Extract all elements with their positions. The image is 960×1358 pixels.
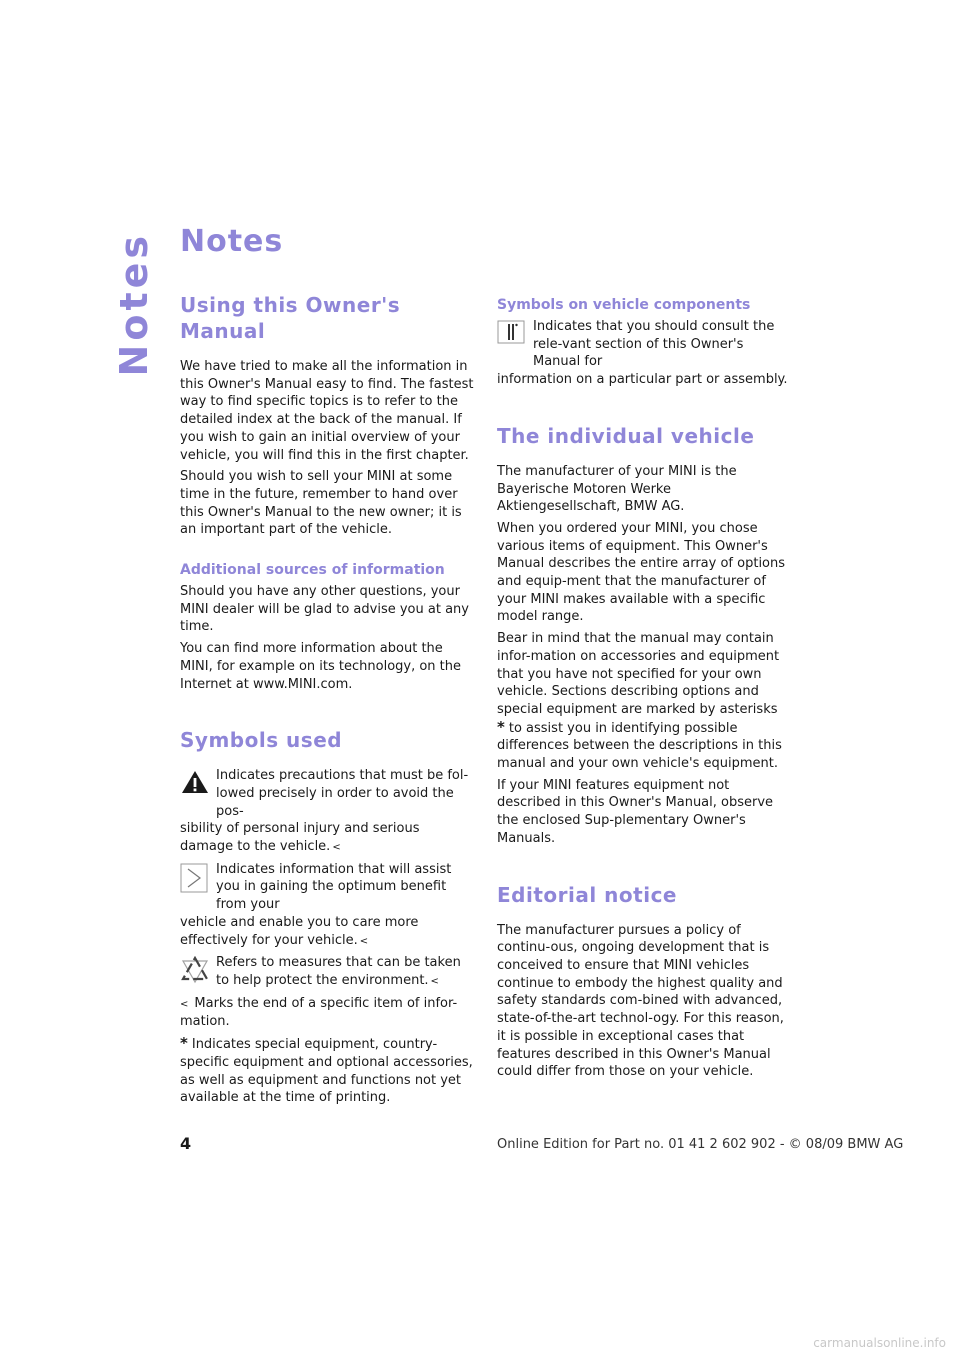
paragraph: We have tried to make all the information in this Owner's Manual easy to find. The fastest way to find specific topics is to refer to the detailed index at the back of the manual. If you wish to gain an initial overview of your vehicle, you will find this in the first chapter. bbox=[180, 359, 474, 463]
paragraph: to assist you in identifying possible differences between the descriptions in this manual and your own vehicle's equipment. bbox=[497, 720, 782, 772]
left-column bbox=[180, 292, 474, 1107]
paragraph: When you ordered your MINI, you chose various items of equipment. This Owner's Manual describes the entire array of options and equip-ment that the manufacturer of your MINI makes available with a specific model range. bbox=[497, 520, 786, 625]
page-title: Notes bbox=[180, 224, 284, 259]
paragraph: The manufacturer of your MINI is the Bayerische Motoren Werke Aktiengesellschaft, BMW AG. bbox=[497, 463, 737, 515]
paragraph: Should you have any other questions, your MINI dealer will be glad to advise you at any time. bbox=[180, 584, 469, 635]
paragraph: Bear in mind that the manual may contain infor-mation on accessories and equipment that you have not specified for your own vehicle. Sections describing options and special equipment are marked by asterisks bbox=[497, 631, 780, 717]
heading-individual-vehicle: The individual vehicle bbox=[497, 423, 755, 448]
chapter-side-tab: Notes bbox=[112, 232, 156, 377]
heading-vehicle-components: Symbols on vehicle components bbox=[497, 297, 751, 313]
end-mark: < bbox=[332, 842, 341, 854]
symbol-text: sibility of personal injury and serious damage to the vehicle. bbox=[180, 821, 420, 855]
paragraph: The manufacturer pursues a policy of continu-ous, ongoing development that is conceived to ensure that MINI vehicles continue to embody the highest quality and safety standards com-bined with advanced, state-of-the-art technol-ogy. For this reason, it is possible in exceptional cases that features described in this Owner's Manual could differ from those on your vehicle. bbox=[497, 922, 784, 1080]
footer-edition: Online Edition for Part no. 01 41 2 602 902 - © 08/09 BMW AG bbox=[497, 1137, 904, 1152]
paragraph: Indicates special equipment, country-specific equipment and optional accessories, as well as equipment and functions not yet available at the time of printing. bbox=[180, 1037, 473, 1106]
page-number: 4 bbox=[180, 1134, 192, 1153]
symbol-environment-item bbox=[180, 954, 474, 990]
heading-symbols-used: Symbols used bbox=[180, 728, 343, 753]
symbol-text: Indicates precautions that must be fol-lowed precisely in order to avoid the pos- bbox=[216, 768, 469, 819]
symbol-text: information on a particular part or assembly. bbox=[497, 372, 788, 388]
symbol-text: Indicates information that will assist you in gaining the optimum benefit from your bbox=[216, 861, 452, 913]
symbol-info-item bbox=[180, 861, 474, 951]
symbol-warning-item bbox=[180, 767, 474, 857]
end-mark-symbol: < bbox=[180, 998, 189, 1010]
symbol-text: Indicates that you should consult the rele-vant section of this Owner's Manual for bbox=[533, 319, 775, 370]
paragraph: Should you wish to sell your MINI at some time in the future, remember to hand over this Owner's Manual to the new owner; it is an important part of the vehicle. bbox=[180, 469, 462, 538]
manual-book-icon bbox=[497, 320, 525, 344]
warning-triangle-icon bbox=[180, 769, 210, 795]
watermark: carmanualsonline.info bbox=[813, 1336, 946, 1350]
recycle-icon bbox=[180, 956, 210, 984]
symbol-text: Refers to measures that can be taken to help protect the environment. bbox=[216, 955, 461, 988]
end-mark: < bbox=[359, 935, 369, 947]
right-column bbox=[497, 296, 791, 1081]
heading-editorial-notice: Editorial notice bbox=[497, 882, 677, 907]
end-mark: < bbox=[430, 975, 439, 987]
symbol-component-item bbox=[497, 318, 791, 389]
paragraph: If your MINI features equipment not described in this Owner's Manual, observe the enclosed Sup-plementary Owner's Manuals. bbox=[497, 777, 774, 846]
asterisk-symbol: * bbox=[180, 1034, 188, 1053]
heading-owners-manual: Using this Owner's Manual bbox=[180, 293, 401, 343]
info-pointer-icon bbox=[180, 863, 208, 893]
asterisk-symbol: * bbox=[497, 717, 505, 736]
paragraph: You can find more information about the MINI, for example on its technology, on the Internet at www.MINI.com. bbox=[180, 641, 462, 692]
paragraph: Marks the end of a specific item of infor-mation. bbox=[180, 995, 458, 1030]
heading-additional-sources: Additional sources of information bbox=[180, 562, 445, 579]
symbol-text: vehicle and enable you to care more effectively for your vehicle. bbox=[180, 914, 419, 948]
